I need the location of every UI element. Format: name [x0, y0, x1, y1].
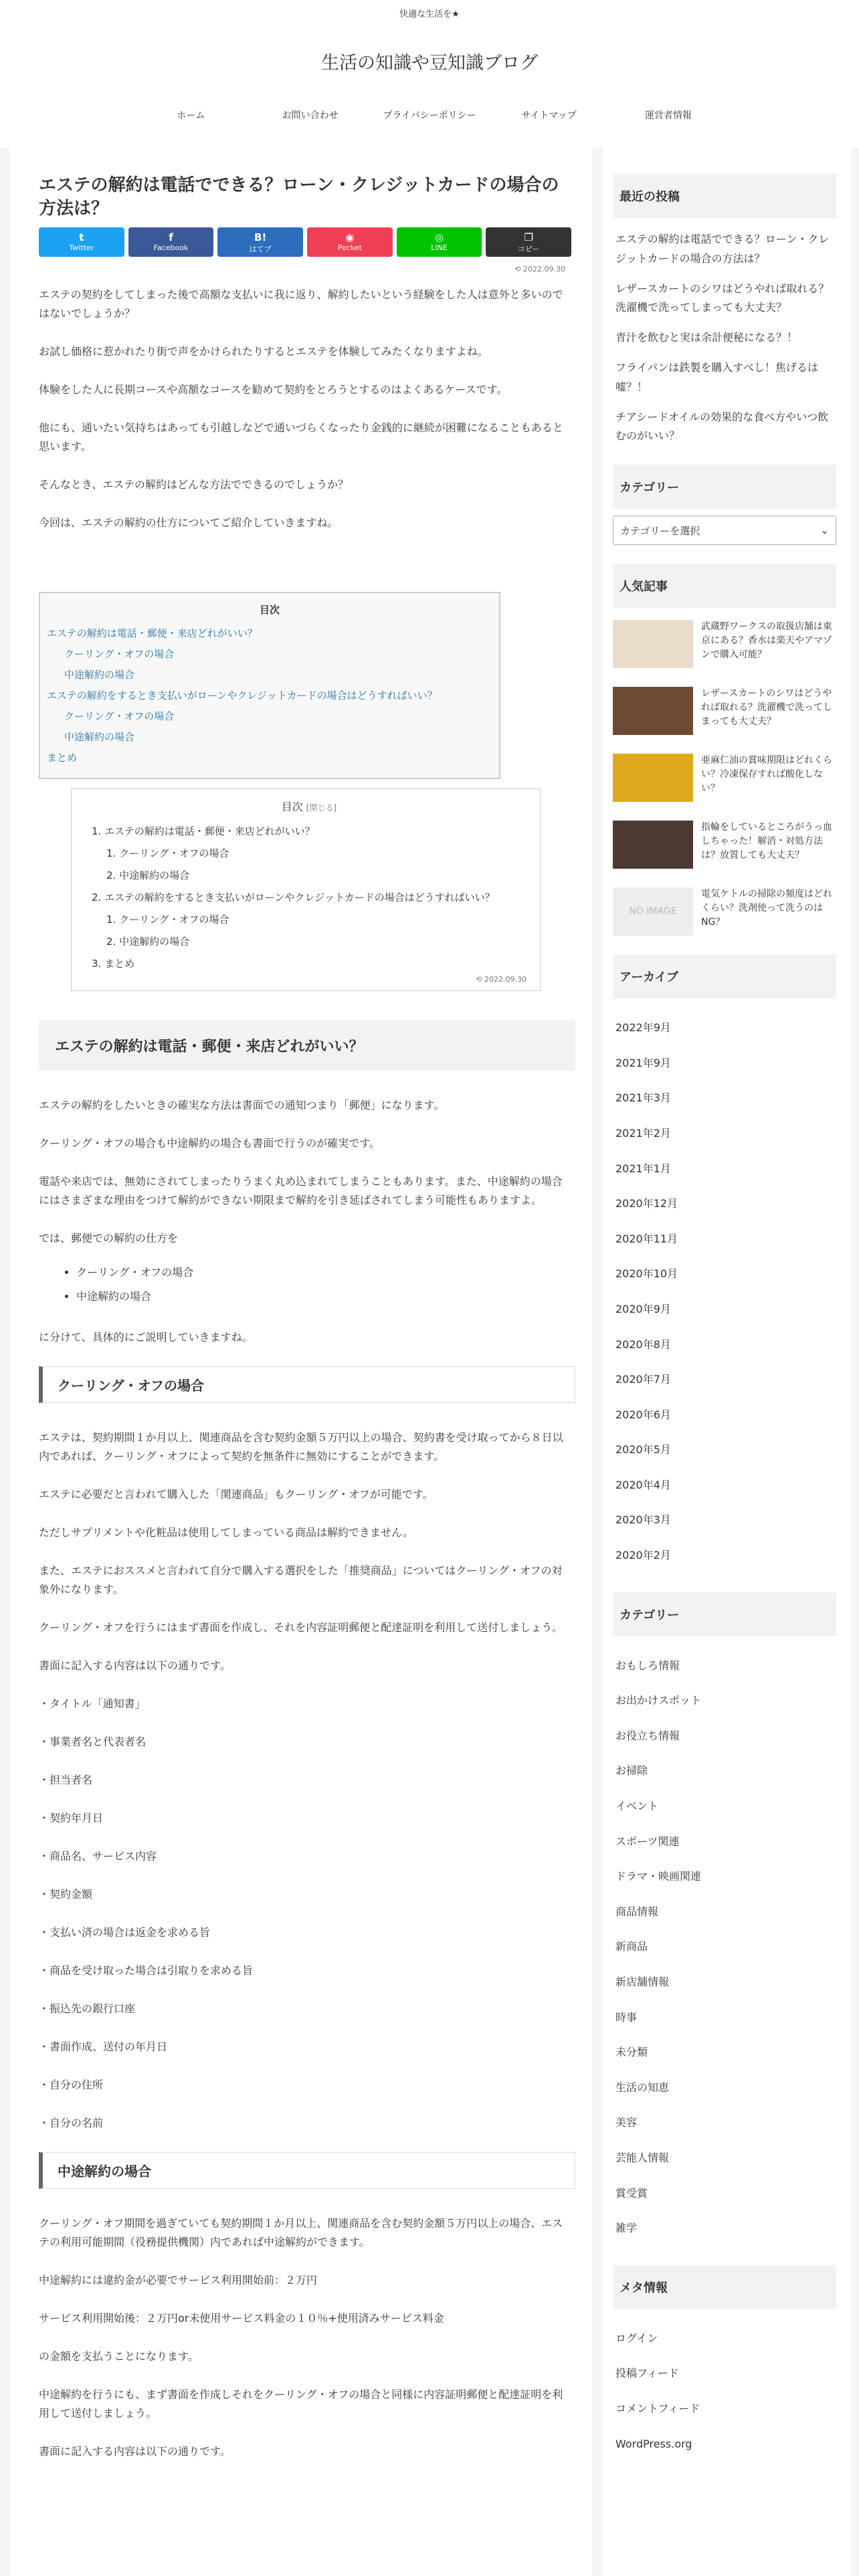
- archive-link[interactable]: 2020年9月: [615, 1302, 671, 1315]
- paragraph: 体験をした人に長期コースや高額なコースを勧めて契約をとろうとするのはよくあるケースです。: [39, 383, 508, 397]
- popular-post-title[interactable]: 武蔵野ワークスの取扱店舗は東京にある？香水は楽天やアマゾンで購入可能？: [701, 621, 832, 661]
- share-label: Facebook: [153, 243, 189, 253]
- archive-link[interactable]: 2022年9月: [615, 1021, 671, 1035]
- archive-link[interactable]: 2020年7月: [615, 1373, 671, 1386]
- category-list: [613, 1648, 836, 2246]
- toc2-list: [92, 821, 527, 975]
- archive-link[interactable]: 2020年8月: [615, 1337, 671, 1351]
- popular-post-title[interactable]: レザースカートのシワはどうやれば取れる？洗濯機で洗ってしまっても大丈夫？: [701, 688, 832, 728]
- popular-post-title[interactable]: 亜麻仁油の賞味期限はどれくらい？冷凍保存すれば酸化しない？: [701, 755, 832, 794]
- main-content: [9, 147, 592, 2576]
- subsection-heading: クーリング・オフの場合: [39, 1366, 575, 1403]
- table-of-contents-numbered: [71, 788, 541, 991]
- toc-link[interactable]: クーリング・オフの場合: [64, 648, 175, 661]
- archive-link[interactable]: 2020年10月: [615, 1267, 678, 1281]
- archive-link[interactable]: 2020年12月: [615, 1197, 678, 1210]
- paragraph: お試し価格に惹かれたり街で声をかけられたりするとエステを体験してみたくなりますよね。: [39, 345, 488, 358]
- list-item: • クーリング・オフの場合: [76, 1261, 565, 1285]
- paragraph: サービス利用開始後：２万円or未使用サービス料金の１０％+使用済みサービス料金: [39, 2312, 444, 2325]
- nav-operator-info[interactable]: 運営者情報: [644, 110, 692, 121]
- category-link[interactable]: お役立ち情報: [615, 1729, 680, 1742]
- site-title[interactable]: 生活の知識や豆知識ブログ: [321, 53, 538, 74]
- widget-title: カテゴリー: [613, 1592, 836, 1636]
- category-select-value: カテゴリーを選択: [620, 524, 700, 537]
- widget-recent-posts: [613, 174, 836, 446]
- share-button-line[interactable]: [397, 227, 482, 257]
- paragraph: ・支払い済の場合は返金を求める旨: [39, 1926, 211, 1939]
- toc-title: 目次: [259, 604, 280, 617]
- toc-list: [47, 623, 492, 768]
- share-button-facebook[interactable]: [128, 227, 214, 257]
- article-title: エステの解約は電話でできる？ローン・クレジットカードの場合の方法は？: [39, 175, 559, 219]
- paragraph: ・書面作成、送付の年月日: [39, 2040, 168, 2054]
- popular-post[interactable]: [613, 887, 836, 936]
- category-link[interactable]: お出かけスポット: [615, 1694, 702, 1707]
- category-link[interactable]: 生活の知恵: [615, 2080, 670, 2094]
- share-icon: ◎: [434, 231, 444, 244]
- toc2-item[interactable]: 1. クーリング・オフの場合: [106, 847, 229, 860]
- share-label: LINE: [431, 243, 448, 253]
- recent-post-link[interactable]: チアシードオイルの効果的な食べ方やいつ飲むのがいい？: [615, 410, 829, 443]
- popular-post-thumbnail[interactable]: [613, 754, 693, 802]
- paragraph: そんなとき、エステの解約はどんな方法でできるのでしょうか？: [39, 478, 349, 492]
- share-icon: t: [79, 231, 84, 244]
- meta-link[interactable]: ログイン: [615, 2331, 658, 2345]
- category-link[interactable]: ドラマ・映画関連: [615, 1870, 702, 1883]
- nav-home[interactable]: ホーム: [177, 110, 205, 121]
- recent-posts-list: [613, 230, 836, 446]
- meta-link[interactable]: コメントフィード: [615, 2401, 700, 2415]
- subsection-heading: 中途解約の場合: [39, 2152, 575, 2189]
- widget-title: アーカイブ: [613, 954, 836, 998]
- paragraph: ・契約年月日: [39, 1812, 104, 1825]
- archive-link[interactable]: 2021年9月: [615, 1056, 671, 1069]
- popular-post-thumbnail[interactable]: [613, 887, 693, 936]
- section1-text: [39, 1096, 565, 1248]
- archive-link[interactable]: 2021年2月: [615, 1126, 671, 1140]
- paragraph: 書面に記入する内容は以下の通りです。: [39, 1659, 231, 1673]
- paragraph: ・商品名、サービス内容: [39, 1850, 157, 1863]
- paragraph: エステは、契約期間１か月以上、関連商品を含む契約金額５万円以上の場合、契約書を受け取ってから８日以内であれば、クーリング・オフによって契約を無条件に無効にすることができます。: [39, 1431, 563, 1463]
- archive-link[interactable]: 2020年2月: [615, 1549, 671, 1562]
- paragraph: 書面に記入する内容は以下の通りです。: [39, 2445, 231, 2458]
- toc2-item[interactable]: 3. まとめ: [92, 958, 135, 970]
- share-button-pocket[interactable]: [307, 227, 393, 257]
- archive-link[interactable]: 2021年3月: [615, 1091, 671, 1105]
- paragraph: ただしサプリメントや化粧品は使用してしまっている商品は解約できません。: [39, 1526, 414, 1539]
- paragraph: クーリング・オフ期間を過ぎていても契約期間１か月以上、関連商品を含む契約金額５万円以上の場合、エステの利用可能期間（役務提供機関）内であれば中途解約ができます。: [39, 2217, 563, 2249]
- intro: [39, 286, 565, 532]
- category-link[interactable]: 新店舗情報: [615, 1975, 670, 1989]
- toc2-item[interactable]: 1. エステの解約は電話・郵便・来店どれがいい？: [92, 825, 315, 838]
- category-link[interactable]: 商品情報: [615, 1905, 659, 1918]
- category-link[interactable]: 美容: [615, 2116, 638, 2129]
- share-button-はてブ[interactable]: [217, 227, 303, 257]
- widget-popular-posts: [613, 564, 836, 936]
- share-icon: B!: [254, 231, 267, 244]
- popular-post-thumbnail[interactable]: [613, 620, 693, 668]
- paragraph: ・商品を受け取った場合は引取りを求める旨: [39, 1964, 254, 1977]
- paragraph: では、郵便での解約の仕方を: [39, 1232, 179, 1245]
- widget-categories-select: [613, 465, 836, 545]
- paragraph: ・自分の名前: [39, 2117, 104, 2130]
- toc-link[interactable]: 中途解約の場合: [64, 669, 135, 681]
- toc2-title: 目次: [281, 800, 303, 814]
- sidebar: [603, 147, 851, 2576]
- toc-link[interactable]: エステの解約をするとき支払いがローンやクレジットカードの場合はどうすればいい？: [47, 689, 438, 702]
- meta-link[interactable]: WordPress.org: [615, 2437, 692, 2450]
- nav-sitemap[interactable]: サイトマップ: [521, 110, 577, 121]
- nav-contact[interactable]: お問い合わせ: [282, 110, 339, 121]
- paragraph: 中途解約を行うにも、まず書面を作成しそれをクーリング・オフの場合と同様に内容証明郵便と配達証明を利用して送付しましょう。: [39, 2388, 563, 2420]
- archive-link[interactable]: 2020年5月: [615, 1443, 671, 1457]
- section3-text: [39, 2214, 565, 2461]
- toc2-header: [92, 798, 527, 814]
- post-date-text: 2022.09.30: [523, 265, 565, 274]
- meta-link[interactable]: 投稿フィード: [615, 2367, 679, 2380]
- paragraph: ・担当者名: [39, 1774, 93, 1787]
- share-icon: f: [169, 231, 173, 244]
- category-link[interactable]: 賞受賞: [615, 2186, 648, 2199]
- category-link[interactable]: おもしろ情報: [615, 1658, 680, 1672]
- popular-posts-list: [613, 620, 836, 936]
- paragraph: ・自分の住所: [39, 2078, 104, 2092]
- post-date: ⟲ 2022.09.30: [514, 265, 565, 274]
- recent-post-link[interactable]: フライパンは鉄製を購入すべし！焦げるは嘘？！: [615, 360, 818, 393]
- archive-link[interactable]: 2020年3月: [615, 1513, 671, 1527]
- widget-meta: [613, 2265, 836, 2462]
- category-link[interactable]: 新商品: [615, 1940, 648, 1953]
- paragraph: エステの解約をしたいときの確実な方法は書面での通知つまり「郵便」になります。: [39, 1099, 445, 1112]
- share-buttons: [39, 227, 571, 257]
- category-select[interactable]: [613, 516, 836, 545]
- toc2-item[interactable]: 2. エステの解約をするとき支払いがローンやクレジットカードの場合はどうすればいい？: [92, 891, 495, 904]
- popular-post-title[interactable]: 電気ケトルの掃除の頻度はどれくらい？洗剤使って洗うのはNG？: [701, 889, 832, 928]
- share-icon: ◉: [345, 231, 355, 244]
- article-body: [29, 286, 572, 592]
- share-label: コピー: [517, 245, 540, 254]
- toc2-toggle[interactable]: [閉じる]: [306, 803, 337, 813]
- archive-link[interactable]: 2021年1月: [615, 1162, 671, 1175]
- popular-post-title[interactable]: 指輪をしているところがうっ血しちゃった！解消・対処方法は？放置しても大丈夫？: [701, 822, 832, 861]
- site-tagline: 快適な生活を★: [399, 9, 460, 19]
- archive-link[interactable]: 2020年6月: [615, 1408, 671, 1421]
- paragraph: エステの契約をしてしまった後で高額な支払いに我に返り、解約したいという経験をした人は意外と多いのではないでしょうか？: [39, 288, 563, 320]
- category-link[interactable]: お掃除: [615, 1764, 648, 1778]
- no-image-label: NO IMAGE: [629, 905, 677, 917]
- recent-post-link[interactable]: 青汁を飲むと実は余計便秘になる？！: [615, 331, 798, 344]
- popular-post[interactable]: [613, 754, 836, 802]
- category-link[interactable]: イベント: [615, 1800, 659, 1813]
- global-nav: [131, 106, 728, 126]
- category-link[interactable]: 芸能人情報: [615, 2151, 670, 2164]
- toc2-item[interactable]: 1. クーリング・オフの場合: [106, 914, 229, 926]
- paragraph: クーリング・オフの場合も中途解約の場合も書面で行うのが確実です。: [39, 1137, 380, 1150]
- paragraph: 他にも、通いたい気持ちはあっても引越しなどで通いづらくなったり金銭的に継続が困難になることもあると思います。: [39, 421, 563, 453]
- category-link[interactable]: 時事: [615, 2010, 638, 2024]
- share-label: Twitter: [69, 243, 94, 253]
- toc2-date: ⟲ 2022.09.30: [476, 975, 527, 984]
- nav-privacy-policy[interactable]: プライバシーポリシー: [383, 110, 476, 121]
- table-of-contents: [39, 592, 500, 779]
- popular-post-thumbnail[interactable]: [613, 821, 693, 869]
- paragraph: 電話や来店では、無効にされてしまったりうまく丸め込まれてしまうこともあります。また、中途解約の場合にはさまざまな理由をつけて解約ができない期限まで解約を引き延ばされてしまう可能性もありますよ。: [39, 1175, 563, 1207]
- archive-list: [613, 1010, 836, 1574]
- share-label: はてブ: [249, 245, 272, 254]
- widget-title: 人気記事: [613, 564, 836, 608]
- archive-link[interactable]: 2020年11月: [615, 1232, 678, 1245]
- site-header: [0, 0, 859, 147]
- section1-bullets: [76, 1261, 565, 1309]
- toc-link[interactable]: エステの解約は電話・郵便・来店どれがいい？: [47, 627, 258, 640]
- widget-archives: [613, 954, 836, 1574]
- popular-post-thumbnail[interactable]: [613, 687, 693, 735]
- paragraph: エステに必要だと言われて購入した「関連商品」もクーリング・オフが可能です。: [39, 1488, 434, 1501]
- popular-post[interactable]: [613, 620, 836, 668]
- meta-list: [613, 2321, 836, 2462]
- category-link[interactable]: 雑学: [615, 2222, 638, 2235]
- share-icon: ❐: [524, 231, 533, 244]
- paragraph: に分けて、具体的にご説明していきますね。: [39, 1331, 253, 1344]
- paragraph: 中途解約には違約金が必要でサービス利用開始前：２万円: [39, 2274, 318, 2287]
- widget-categories: [613, 1592, 836, 2246]
- paragraph: ・事業者名と代表者名: [39, 1735, 147, 1749]
- recent-post-link[interactable]: レザースカートのシワはどうやれば取れる？洗濯機で洗ってしまっても大丈夫？: [615, 282, 830, 314]
- recent-post-link[interactable]: エステの解約は電話でできる？ローン・クレジットカードの場合の方法は？: [615, 233, 830, 265]
- toc-link[interactable]: 中途解約の場合: [64, 731, 135, 744]
- chevron-down-icon: ⌄: [820, 524, 829, 537]
- share-button-twitter[interactable]: [39, 227, 124, 257]
- toc2-item[interactable]: 2. 中途解約の場合: [106, 869, 190, 882]
- widget-title: 最近の投稿: [613, 174, 836, 218]
- toc-link[interactable]: まとめ: [47, 752, 78, 764]
- paragraph: の金額を支払うことになります。: [39, 2350, 199, 2363]
- category-link[interactable]: スポーツ関連: [615, 1834, 680, 1848]
- paragraph: クーリング・オフを行うにはまず書面を作成し、それを内容証明郵便と配達証明を利用して送付しましょう。: [39, 1621, 563, 1634]
- section2-text: [39, 1428, 565, 2133]
- category-link[interactable]: 未分類: [615, 2046, 648, 2059]
- share-button-コピー[interactable]: [486, 227, 571, 257]
- toc2-item[interactable]: 2. 中途解約の場合: [106, 936, 190, 948]
- paragraph: ・タイトル「通知書」: [39, 1697, 146, 1711]
- paragraph: ・振込先の銀行口座: [39, 2002, 136, 2016]
- widget-title: メタ情報: [613, 2265, 836, 2309]
- paragraph: 今回は、エステの解約の仕方についてご紹介していきますね。: [39, 516, 339, 530]
- section-heading: エステの解約は電話・郵便・来店どれがいい？: [39, 1021, 575, 1071]
- toc-link[interactable]: クーリング・オフの場合: [64, 710, 175, 723]
- paragraph: ・契約金額: [39, 1888, 93, 1901]
- share-label: Pocket: [337, 243, 362, 253]
- popular-post[interactable]: [613, 821, 836, 869]
- widget-title: カテゴリー: [613, 465, 836, 509]
- archive-link[interactable]: 2020年4月: [615, 1478, 671, 1491]
- paragraph: また、エステにおススメと言われて自分で購入する選択をした「推奨商品」についてはクーリング・オフの対象外になります。: [39, 1564, 563, 1596]
- popular-post[interactable]: [613, 687, 836, 735]
- list-item: • 中途解約の場合: [76, 1285, 565, 1309]
